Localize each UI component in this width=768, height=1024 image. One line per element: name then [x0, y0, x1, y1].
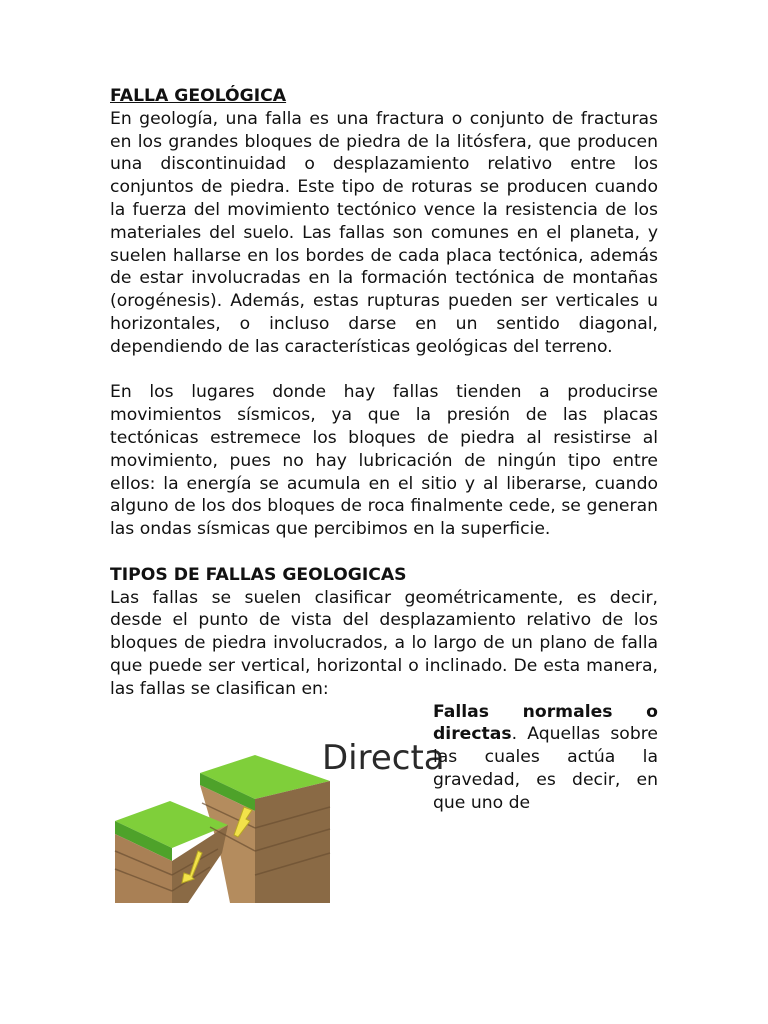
fault-normal-text: . Aquellas sobre las cuales actúa la gravedad, es decir, en que uno de — [433, 724, 658, 813]
paragraph-earthquakes: En los lugares donde hay fallas tienden a producirse movimientos sísmicos, ya que la presión de las placas tectónicas estremece los bloques de piedra al resistirse al movimiento, pues no hay lubricación de ningún tipo entre ellos: la energía se acumula en el sitio y al liberarse, cuando alguno de los dos bloques de roca finalmente cede, se generan las ondas sísmicas que percibimos en la superficie. — [110, 382, 658, 540]
fault-normal-description — [433, 701, 658, 815]
document-title: FALLA GEOLÓGICA — [110, 86, 287, 106]
figure-label: Directa — [322, 737, 445, 778]
normal-fault-diagram — [110, 703, 445, 903]
right-block-side — [255, 781, 330, 903]
fault-normal-term: Fallas normales o directas — [433, 701, 658, 745]
paragraph-gap — [110, 359, 658, 382]
document-page — [110, 85, 658, 901]
section-heading-fault-types: TIPOS DE FALLAS GEOLOGICAS — [110, 564, 407, 585]
paragraph-gap — [110, 541, 658, 564]
figure-row — [110, 701, 658, 901]
paragraph-definition: En geología, una falla es una fractura o conjunto de fracturas en los grandes bloques de piedra de la litósfera, que producen una discontinuidad o desplazamiento relativo entre los conjuntos de piedra. Este tipo de roturas se producen cuando la fuerza del movimiento tectónico vence la resistencia de los materiales del suelo. Las fallas son comunes en el planeta, y suelen hallarse en los bordes de cada placa tectónica, además de estar involucradas en la formación tectónica de montañas (orogénesis). Además, estas rupturas pueden ser verticales u horizontales, o incluso darse en un sentido diagonal, dependiendo de las características geológicas del terreno. — [110, 108, 658, 357]
paragraph-classification: Las fallas se suelen clasificar geométricamente, es decir, desde el punto de vista del desplazamiento relativo de los bloques de piedra involucrados, a lo largo de un plano de falla que puede ser vertical, horizontal o inclinado. De esta manera, las fallas se clasifican en: — [110, 587, 658, 699]
